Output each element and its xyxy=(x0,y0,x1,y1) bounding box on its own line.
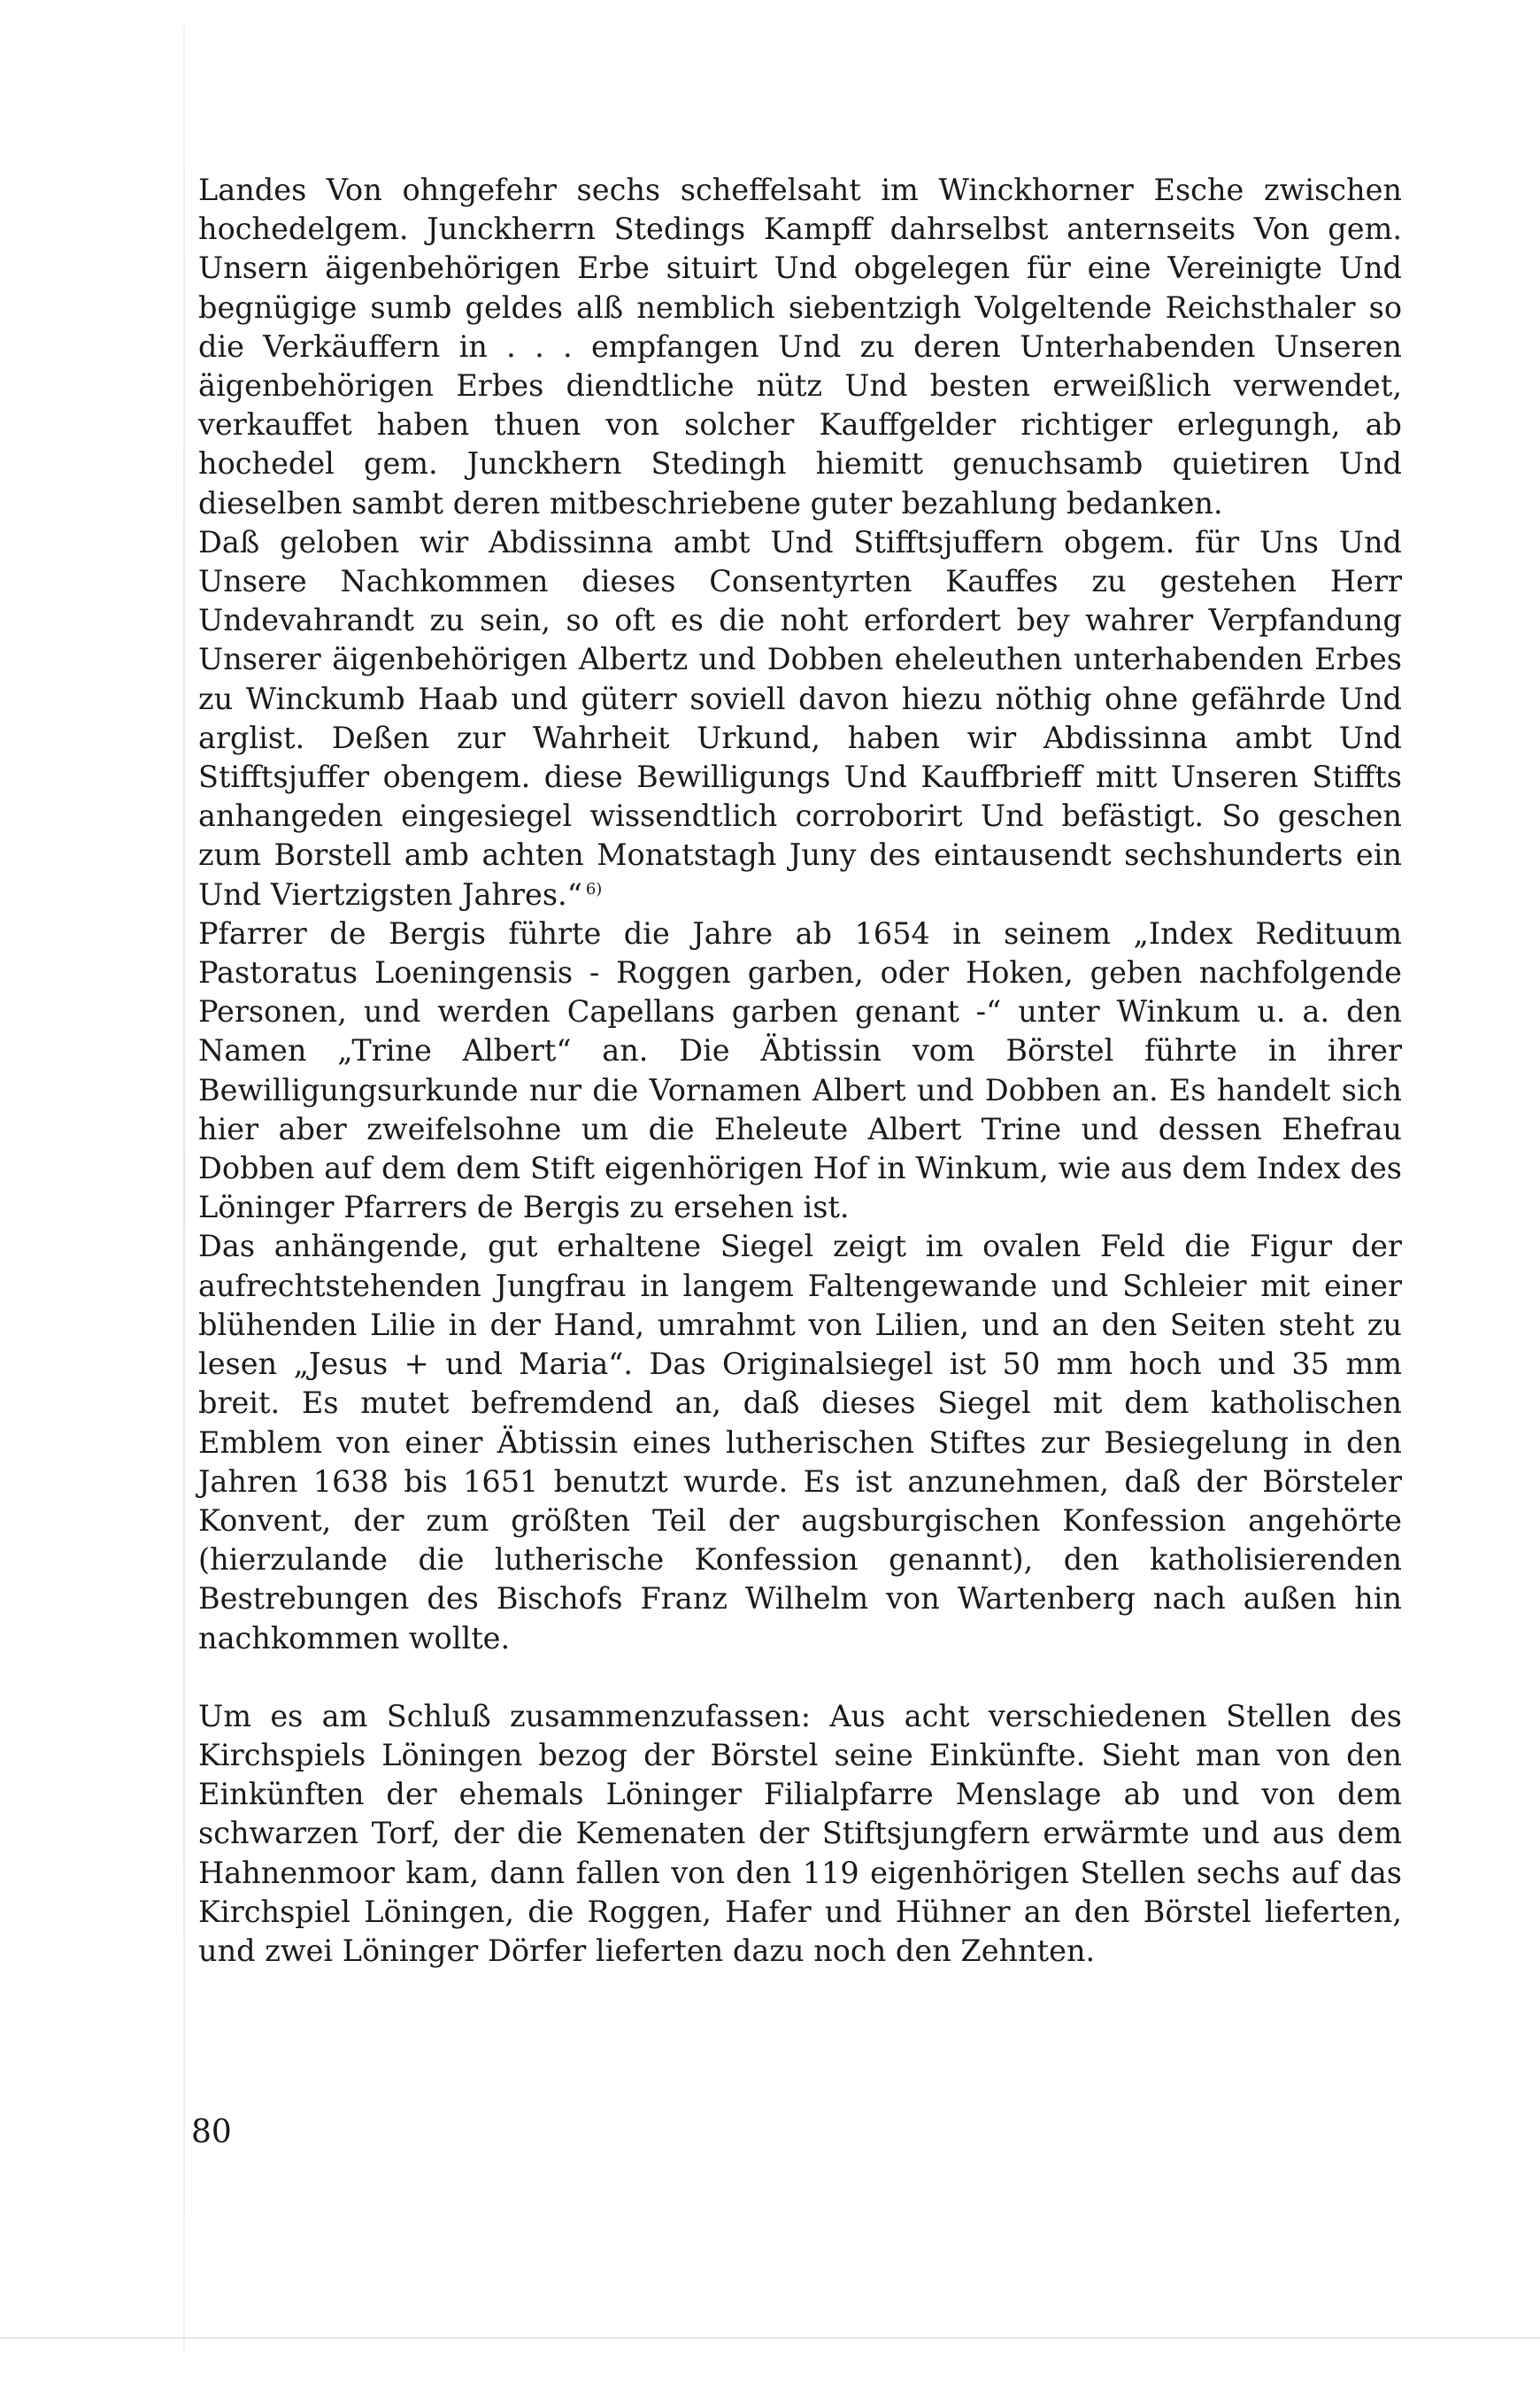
paragraph-3: Pfarrer de Bergis führte die Jahre ab 1654 in seinem „Index Redituum Pastoratus Loeningensis - Roggen garben, oder Hoken, geben nachfolgende Personen, und werden Capellans garben genant -“ unter Winkum u. a. den Namen „Trine Albert“ an. Die Äbtissin vom Börstel führte in ihrer Bewilligungsurkunde nur die Vornamen Albert und Dobben an. Es handelt sich hier aber zweifelsohne um die Eheleute Albert Trine und dessen Ehefrau Dobben auf dem dem Stift eigenhörigen Hof in Winkum, wie aus dem Index des Löninger Pfarrers de Bergis zu ersehen ist. xyxy=(198,915,1402,1225)
paragraph-1: Landes Von ohngefehr sechs scheffelsaht im Winckhorner Esche zwischen hochedelgem. Junckherrn Stedings Kampff dahrselbst anternseits Von gem. Unsern äigenbehörigen Erbe situirt Und obgelegen für eine Vereinigte Und begnügige sumb geldes alß nemblich siebentzigh Volgeltende Reichsthaler so die Verkäuffern in . . . empfangen Und zu deren Unterhabenden Unseren äigenbehörigen Erbes diendtliche nütz Und besten erweißlich verwendet, verkauffet haben thuen von solcher Kauffgelder richtiger erlegungh, ab hochedel gem. Junckhern Stedingh hiemitt genuchsamb quietiren Und dieselben sambt deren mitbeschriebene guter bezahlung bedanken. xyxy=(198,173,1402,521)
page-edge xyxy=(0,2337,1540,2339)
paragraph-2 xyxy=(198,523,1402,915)
paragraph-4: Das anhängende, gut erhaltene Siegel zeigt im ovalen Feld die Figur der aufrechtstehenden Jungfrau in langem Faltengewande und Schleier mit einer blühenden Lilie in der Hand, umrahmt von Lilien, und an den Seiten steht zu lesen „Jesus + und Maria“. Das Originalsiegel ist 50 mm hoch und 35 mm breit. Es mutet befremdend an, daß dieses Siegel mit dem katholischen Emblem von einer Äbtissin eines lutherischen Stiftes zur Besiegelung in den Jahren 1638 bis 1651 benutzt wurde. Es ist anzunehmen, daß der Börsteler Konvent, der zum größten Teil der augsburgischen Konfession angehörte (hierzulande die lutherische Konfession genannt), den katholisierenden Bestrebungen des Bischofs Franz Wilhelm von Wartenberg nach außen hin nachkommen wollte. xyxy=(198,1229,1402,1656)
footnote-reference: 6) xyxy=(585,879,603,899)
binding-shadow xyxy=(183,27,185,2355)
paragraph-2-text: Daß geloben wir Abdissinna ambt Und Stifftsjuffern obgem. für Uns Und Unsere Nachkommen dieses Consentyrten Kauffes zu gestehen Herr Undevahrandt zu sein, so oft es die noht erfordert bey wahrer Verpfandung Unserer äigenbehörigen Albertz und Dobben eheleuthen unterhabenden Erbes zu Winckumb Haab und güterr soviell davon hiezu nöthig ohne gefährde Und arglist. Deßen zur Wahrheit Urkund, haben wir Abdissinna ambt Und Stifftsjuffer obengem. diese Bewilligungs Und Kauffbrieff mitt Unseren Stiffts anhangeden eingesiegel wissendtlich corroborirt Und befästigt. So geschen zum Borstell amb achten Monatstagh Juny des eintausendt sechshunderts ein Und Viertzigsten Jahres.“ xyxy=(198,524,1402,912)
page-number: 80 xyxy=(191,2114,232,2150)
body-text xyxy=(198,171,1402,1971)
paragraph-5: Um es am Schluß zusammenzufassen: Aus acht verschiedenen Stellen des Kirchspiels Löningen bezog der Börstel seine Einkünfte. Sieht man von den Einkünften der ehemals Löninger Filialpfarre Menslage ab und von dem schwarzen Torf, der die Kemenaten der Stiftsjungfern erwärmte und aus dem Hahnenmoor kam, dann fallen von den 119 eigenhörigen Stellen sechs auf das Kirchspiel Löningen, die Roggen, Hafer und Hühner an den Börstel lieferten, und zwei Löninger Dörfer lieferten dazu noch den Zehnten. xyxy=(198,1698,1402,1968)
